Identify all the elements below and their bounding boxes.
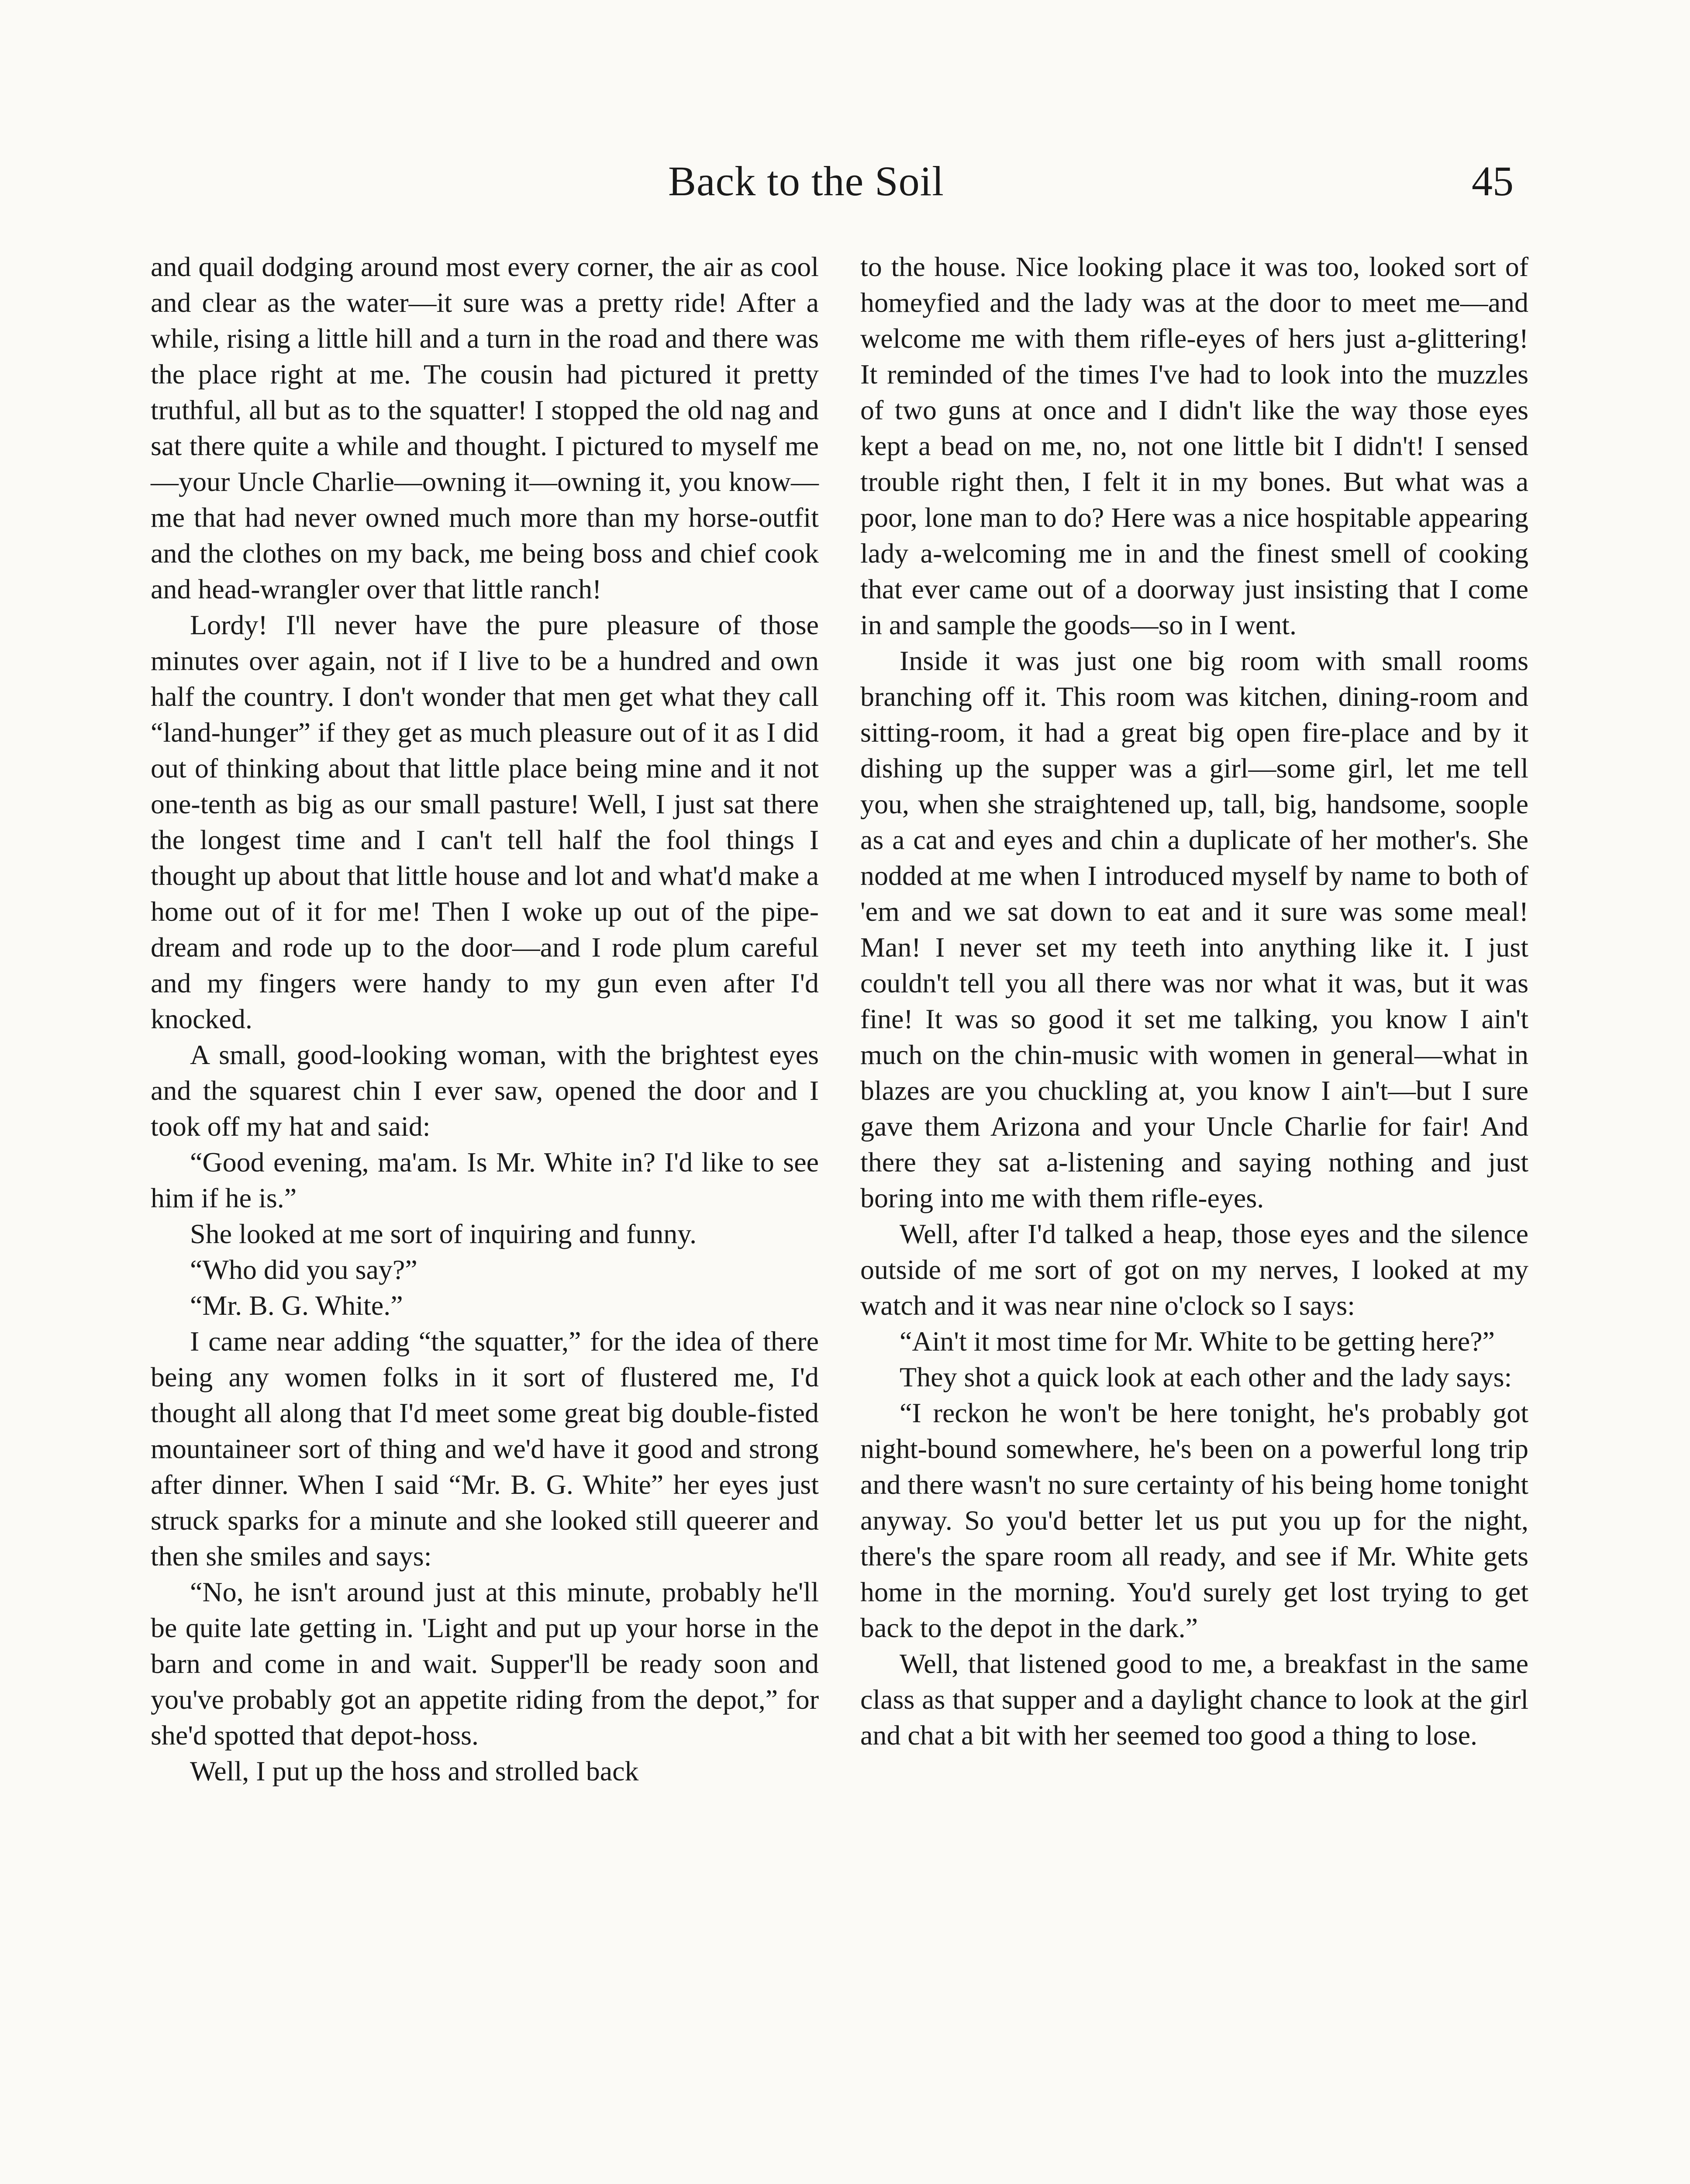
paragraph: Well, that listened good to me, a breakfast in the same class as that supper and a daylight chance to look at the girl and chat a bit with her seemed too good a thing to lose. [860, 1648, 1528, 1751]
paragraph: A small, good-looking woman, with the brightest eyes and the squarest chin I ever saw, opened the door and I took off my hat and said: [151, 1039, 819, 1142]
paragraph: “Ain't it most time for Mr. White to be getting here?” [900, 1326, 1495, 1357]
paragraph: to the house. Nice looking place it was too, looked sort of homeyfied and the lady was at the door to meet me—and welcome me with them rifle-eyes of hers just a-glittering! It reminded of the times I've had to look into the muzzles of two guns at once and I didn't like the way those eyes kept a bead on me, no, not one little bit I didn't! I sensed trouble right then, I felt it in my bones. But what was a poor, lone man to do? Here was a nice hospitable appearing lady a-welcoming me in and the finest smell of cooking that ever came out of a doorway just insisting that I come in and sample the goods—so in I went. [860, 251, 1528, 640]
paragraph: I came near adding “the squatter,” for the idea of there being any women folks in it sort of flustered me, I'd thought all along that I'd meet some great big double-fisted mountaineer sort of thing and we'd have it good and strong after dinner. When I said “Mr. B. G. White” her eyes just struck sparks for a minute and she looked still queerer and then she smiles and says: [151, 1326, 819, 1572]
paragraph: “Who did you say?” [190, 1254, 417, 1285]
paragraph: “Mr. B. G. White.” [190, 1290, 403, 1321]
paragraph: “No, he isn't around just at this minute, probably he'll be quite late getting in. 'Light and put up your horse in the barn and come in and wait. Supper'll be ready soon and you've probably got an appetite riding from the depot,” for she'd spotted that depot-hoss. [151, 1576, 819, 1751]
paragraph: “Good evening, ma'am. Is Mr. White in? I'd like to see him if he is.” [151, 1147, 819, 1213]
paragraph: Inside it was just one big room with small rooms branching off it. This room was kitchen, dining-room and sitting-room, it had a great big open fire-place and by it dishing up the supper was a girl—some girl, let me tell you, when she straightened up, tall, big, handsome, soople as a cat and eyes and chin a duplicate of her mother's. She nodded at me when I introduced myself by name to both of 'em and we sat down to eat and it sure was some meal! Man! I never set my teeth into anything like it. I just couldn't tell you all there was nor what it was, but it was fine! It was so good it set me talking, you know I ain't much on the chin-music with women in general—what in blazes are you chuckling at, you know I ain't—but I sure gave them Arizona and your Uncle Charlie for fair! And there they sat a-listening and saying nothing and just boring into me with them rifle-eyes. [860, 645, 1528, 1213]
page-header [0, 149, 1690, 214]
paragraph: “I reckon he won't be here tonight, he's probably got night-bound somewhere, he's been on a powerful long trip and there wasn't no sure certainty of his being home tonight anyway. So you'd better let us put you up for the night, there's the spare room all ready, and see if Mr. White gets home in the morning. You'd surely get lost trying to get back to the depot in the dark.” [860, 1397, 1528, 1643]
paragraph: Well, after I'd talked a heap, those eyes and the silence outside of me sort of got on my nerves, I looked at my watch and it was near nine o'clock so I says: [860, 1218, 1528, 1321]
paragraph: They shot a quick look at each other and the lady says: [900, 1362, 1512, 1393]
left-column [151, 249, 819, 1789]
paragraph: Well, I put up the hoss and strolled back [190, 1755, 639, 1787]
paragraph: She looked at me sort of inquiring and funny. [190, 1218, 697, 1249]
paragraph: Lordy! I'll never have the pure pleasure of those minutes over again, not if I live to be a hundred and own half the country. I don't wonder that men get what they call “land-hunger” if they get as much pleasure out of it as I did out of thinking about that little place being mine and it not one-tenth as big as our small pasture! Well, I just sat there the longest time and I can't tell half the fool things I thought up about that little house and lot and what'd make a home out of it for me! Then I woke up out of the pipe-dream and rode up to the door—and I rode plum careful and my fingers were handy to my gun even after I'd knocked. [151, 609, 819, 1034]
running-title: Back to the Soil [668, 158, 944, 204]
paragraph: and quail dodging around most every corner, the air as cool and clear as the water—it sure was a pretty ride! After a while, rising a little hill and a turn in the road and there was the place right at me. The cousin had pictured it pretty truthful, all but as to the squatter! I stopped the old nag and sat there quite a while and thought. I pictured to myself me—your Uncle Charlie—owning it—owning it, you know—me that had never owned much more than my horse-outfit and the clothes on my back, me being boss and chief cook and head-wrangler over that little ranch! [151, 251, 819, 605]
right-column [860, 249, 1528, 1753]
page-number: 45 [1472, 158, 1514, 204]
